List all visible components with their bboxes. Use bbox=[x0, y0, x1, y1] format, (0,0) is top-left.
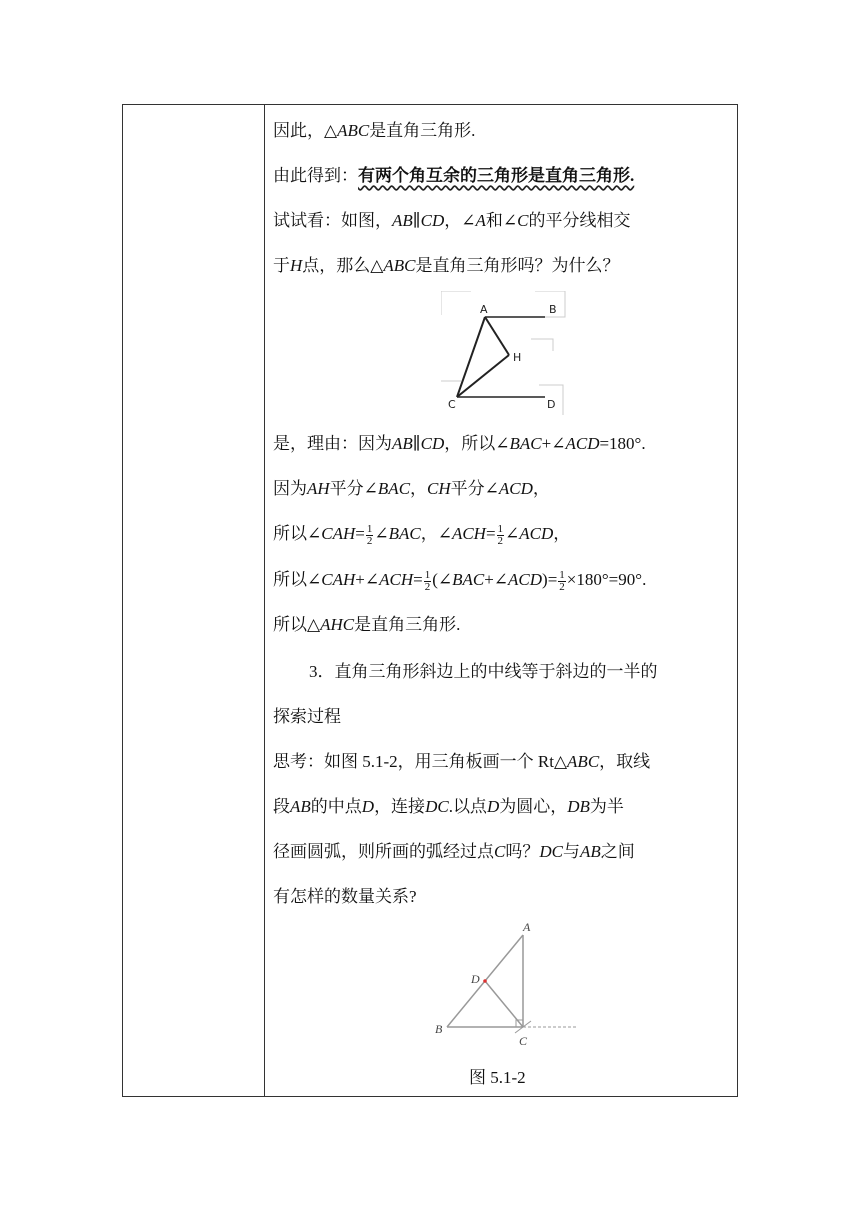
fig1-label-d: D bbox=[547, 398, 556, 411]
fig1-label-c: C bbox=[448, 398, 456, 411]
line-think-3: 径画圆弧，则所画的弧经过点C吗？DC与AB之间 bbox=[273, 842, 635, 861]
line-try-2: 于H点，那么△ABC是直角三角形吗？为什么？ bbox=[273, 256, 620, 275]
column-divider bbox=[264, 105, 265, 1096]
figure-5-1-2 bbox=[425, 917, 585, 1053]
line-think-4: 有怎样的数量关系? bbox=[273, 887, 417, 906]
fraction-half: $\frac{1}{2}$ bbox=[497, 522, 504, 547]
section-heading-3: 3．直角三角形斜边上的中线等于斜边的一半的 bbox=[309, 662, 658, 681]
line-proof-3: 所以∠CAH= $\frac{1}{2}$ ∠BAC，∠ACH= $\frac{1}{2}$ ∠ACD， bbox=[273, 522, 571, 547]
line-proof-1: 是，理由：因为AB∥CD，所以∠BAC+∠ACD=180°. bbox=[273, 434, 646, 453]
fig1-label-a: A bbox=[480, 303, 488, 316]
fig2-label-d: D bbox=[471, 972, 480, 986]
fig1-label-b: B bbox=[549, 303, 557, 316]
fig2-label-c: C bbox=[519, 1034, 528, 1048]
line-proof-4: 所以∠CAH+∠ACH= $\frac{1}{2}$ (∠BAC+∠ACD)= $\frac{1}{2}$ ×180°=90°. bbox=[273, 568, 647, 593]
line-proof-5: 所以△AHC是直角三角形. bbox=[273, 615, 461, 634]
line-think-2: 段AB的中点D，连接DC.以点D为圆心，DB为半 bbox=[273, 797, 624, 816]
fraction-half: $\frac{1}{2}$ bbox=[424, 568, 431, 593]
line-conclusion-1: 因此，△ABC是直角三角形. bbox=[273, 121, 476, 140]
fig2-label-a: A bbox=[523, 920, 531, 934]
lesson-table bbox=[122, 104, 738, 1097]
line-proof-2: 因为AH平分∠BAC，CH平分∠ACD， bbox=[273, 479, 550, 498]
figure-caption: 图 5.1-2 bbox=[469, 1068, 526, 1087]
line-try-1: 试试看：如图，AB∥CD，∠A和∠C的平分线相交 bbox=[273, 211, 631, 230]
figure-parallel-lines bbox=[441, 291, 571, 415]
key-conclusion: 有两个角互余的三角形是直角三角形. bbox=[358, 166, 635, 185]
fraction-half: $\frac{1}{2}$ bbox=[559, 568, 565, 593]
line-conclusion-2: 由此得到：有两个角互余的三角形是直角三角形. bbox=[273, 166, 635, 185]
section-heading-3-cont: 探索过程 bbox=[273, 707, 341, 726]
fraction-half: $\frac{1}{2}$ bbox=[366, 522, 373, 547]
line-think-1: 思考：如图 5.1-2，用三角板画一个 Rt△ABC，取线 bbox=[273, 752, 651, 771]
fig2-label-b: B bbox=[435, 1022, 443, 1036]
fig1-label-h: H bbox=[513, 351, 522, 364]
